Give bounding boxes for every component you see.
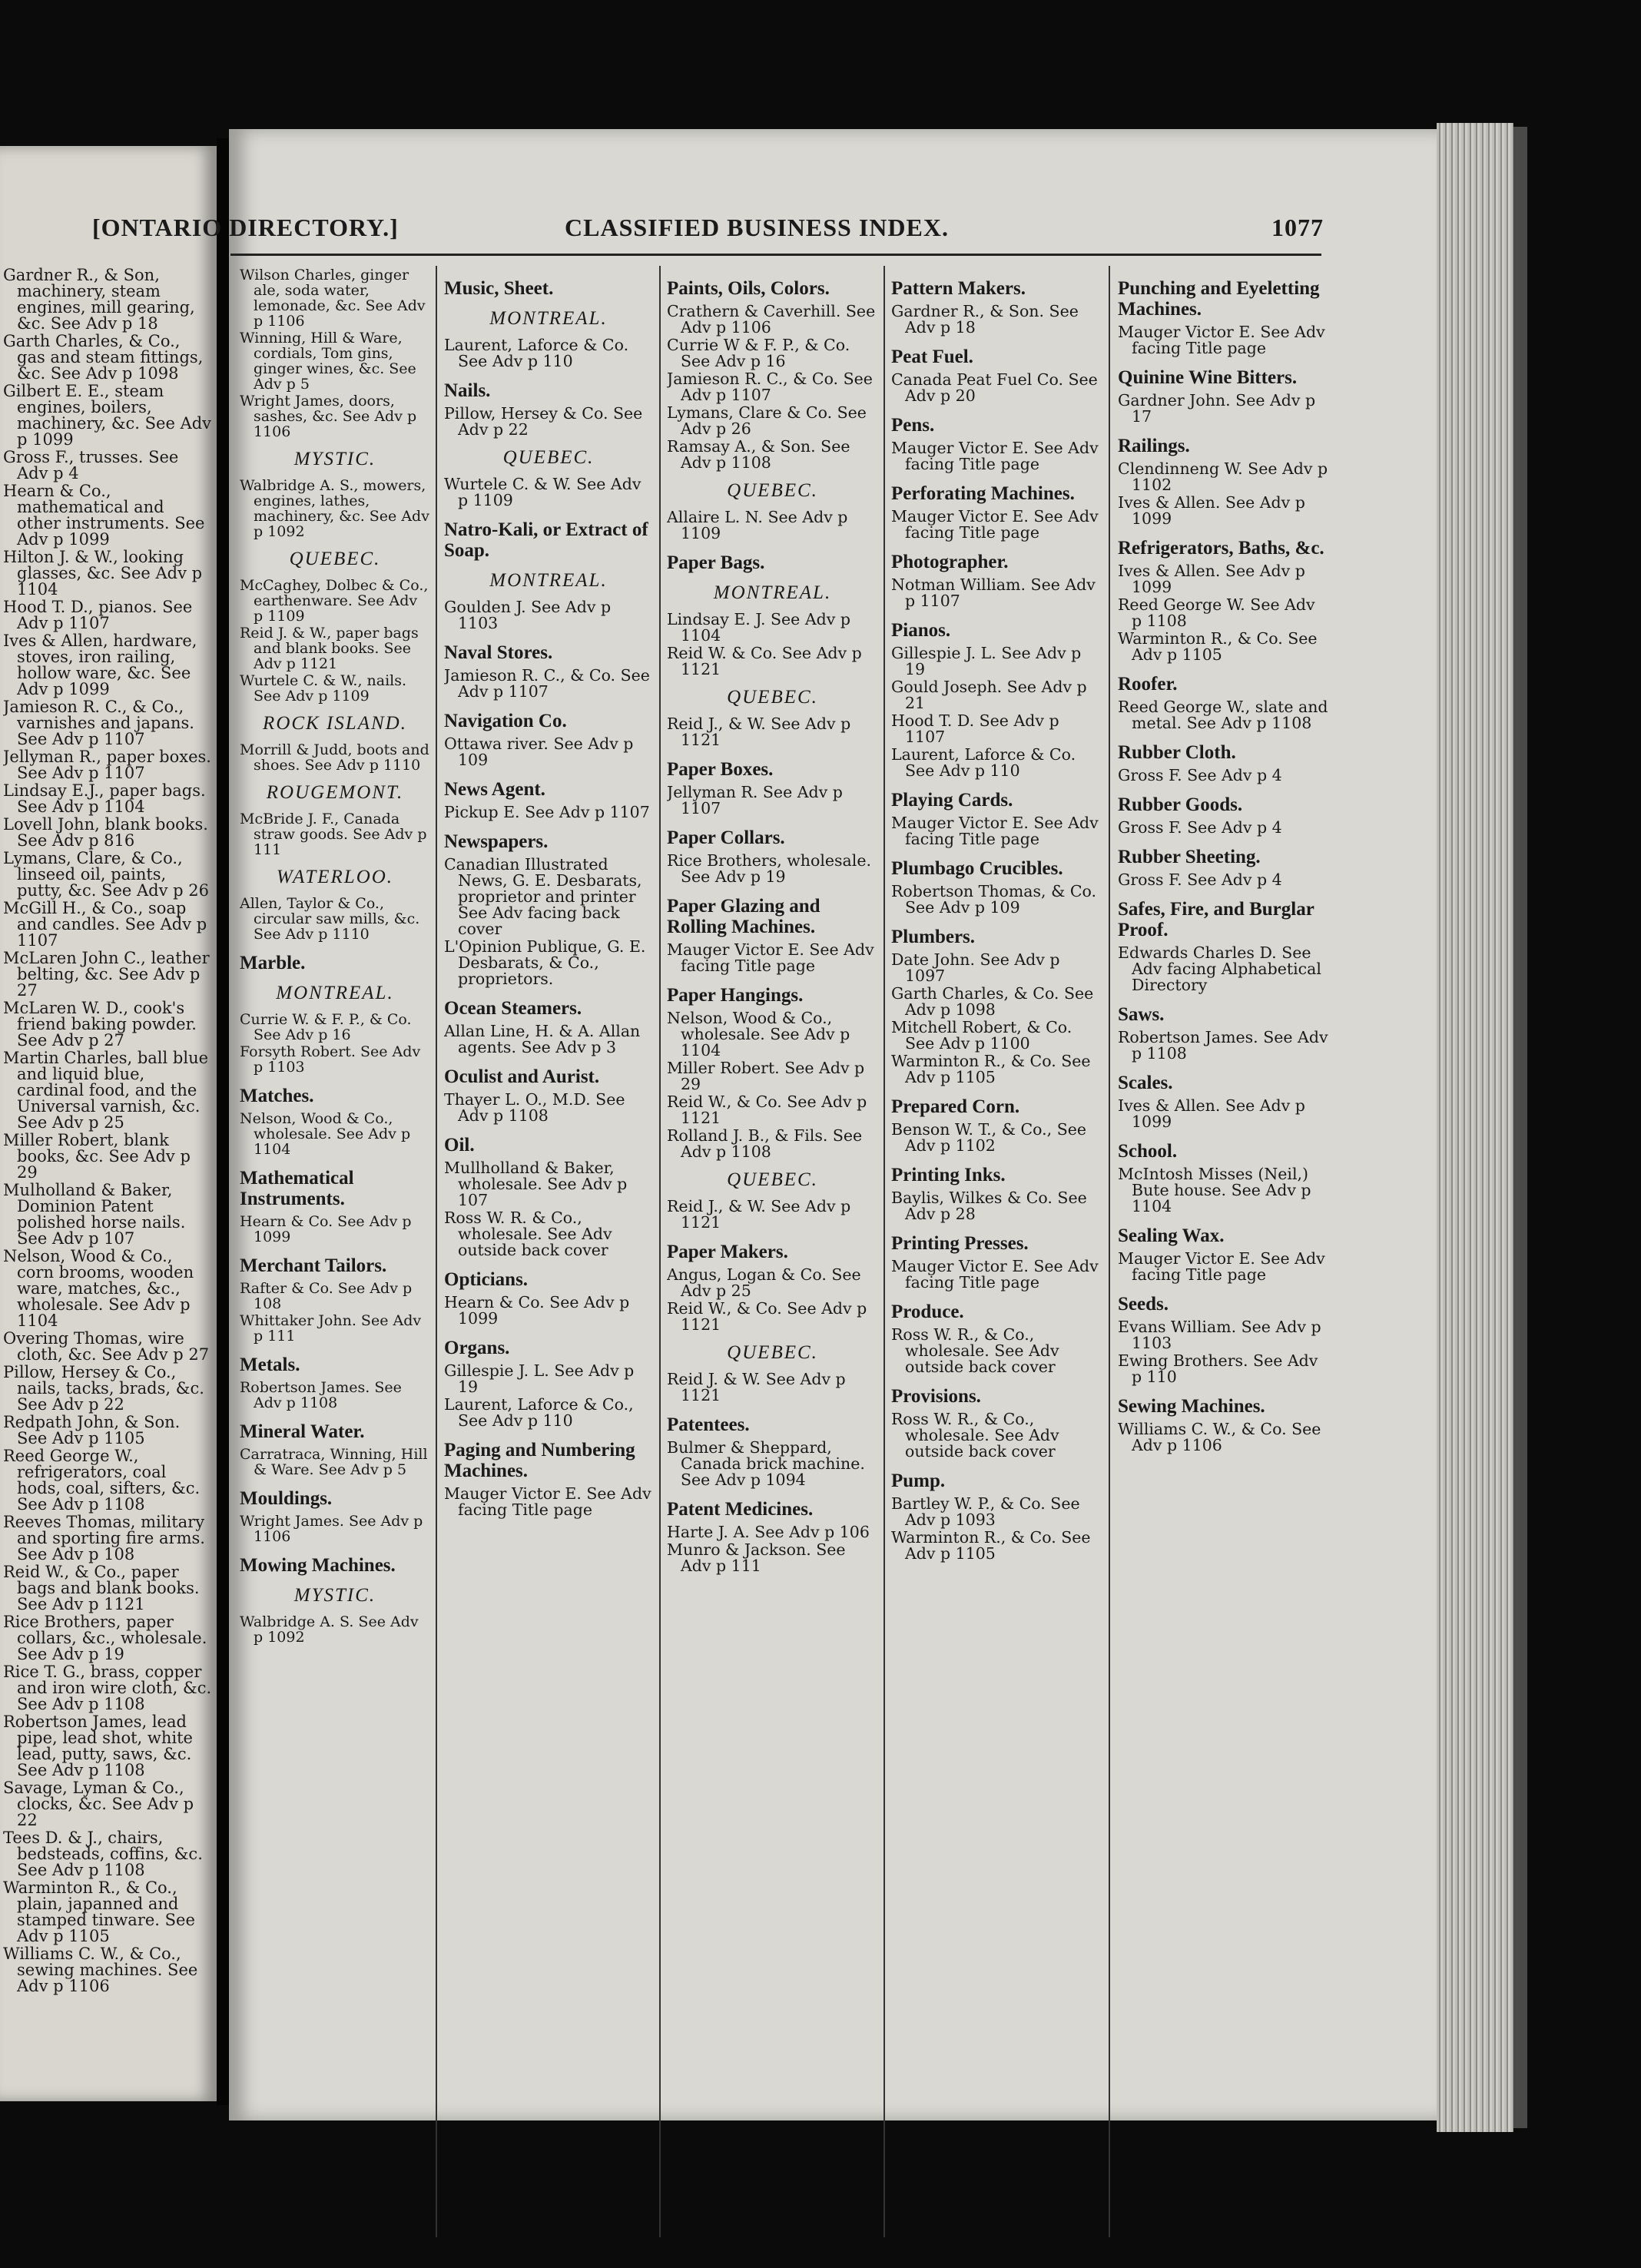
category-heading: Saws. (1118, 1004, 1165, 1025)
index-entry: Munro & Jackson. See Adv p 111 (667, 1540, 846, 1575)
index-entry: Hearn & Co. See Adv p 1099 (240, 1213, 412, 1245)
index-entry: Gillespie J. L. See Adv p 19 (891, 644, 1082, 678)
index-entry: Forsyth Robert. See Adv p 1103 (240, 1043, 421, 1076)
category-heading: News Agent. (444, 779, 545, 800)
index-entry: Lymans, Clare, & Co., linseed oil, paints, putty, &c. See Adv p 26 (3, 849, 209, 900)
category-heading: Music, Sheet. (444, 278, 554, 299)
index-entry: Rice Brothers, wholesale. See Adv p 19 (667, 851, 871, 886)
category-heading: Organs. (444, 1338, 510, 1358)
index-entry: Jamieson R. C., & Co., varnishes and japans. See Adv p 1107 (3, 698, 194, 748)
index-entry: Mauger Victor E. See Adv facing Title page (891, 439, 1099, 473)
city-subheading: WATERLOO. (276, 867, 394, 887)
category-heading: Paper Makers. (667, 1242, 788, 1262)
category-heading: Marble. (240, 953, 306, 973)
index-entry: Hearn & Co. See Adv p 1099 (444, 1293, 630, 1328)
index-entry: Ross W. R. & Co., wholesale. See Adv outside back cover (444, 1209, 612, 1259)
index-entry: Reid J., & W. See Adv p 1121 (667, 715, 851, 749)
city-subheading: ROUGEMONT. (266, 782, 404, 803)
category-heading: Rubber Goods. (1118, 794, 1243, 815)
index-entry: Rolland J. B., & Fils. See Adv p 1108 (667, 1126, 863, 1161)
index-entry: McCaghey, Dolbec & Co., earthenware. See Adv p 1109 (240, 577, 429, 625)
index-entry: Gross F. See Adv p 4 (1118, 818, 1282, 837)
index-entry: Clendinneng W. See Adv p 1102 (1118, 459, 1328, 494)
index-entry: Jamieson R. C., & Co. See Adv p 1107 (667, 370, 873, 404)
city-subheading: MONTREAL. (276, 983, 394, 1003)
index-entry: Gould Joseph. See Adv p 21 (891, 678, 1087, 712)
category-heading: Newspapers. (444, 831, 549, 852)
index-entry: Reid J. & W., paper bags and blank books. See Adv p 1121 (240, 625, 419, 672)
index-entry: Allan Line, H. & A. Allan agents. See Adv p 3 (444, 1022, 641, 1056)
index-entry: Reid J., & W. See Adv p 1121 (667, 1197, 851, 1232)
index-entry: Rice Brothers, paper collars, &c., wholesale. See Adv p 19 (3, 1613, 207, 1663)
category-heading: Peat Fuel. (891, 346, 973, 367)
category-heading: Metals. (240, 1354, 300, 1375)
category-heading: Punching and Eyeletting Machines. (1118, 278, 1320, 320)
index-entry: Gardner R., & Son, machinery, steam engines, mill gearing, &c. See Adv p 18 (3, 267, 195, 333)
category-heading: Pens. (891, 415, 935, 436)
category-heading: Perforating Machines. (891, 483, 1075, 504)
index-entry: Thayer L. O., M.D. See Adv p 1108 (444, 1090, 625, 1125)
category-heading: Merchant Tailors. (240, 1255, 387, 1276)
index-entry: Mauger Victor E. See Adv facing Title page (444, 1484, 651, 1519)
index-entry: Pillow, Hersey & Co. See Adv p 22 (444, 404, 643, 439)
index-entry: Currie W & F. P., & Co. See Adv p 16 (667, 336, 850, 370)
category-heading: Sealing Wax. (1118, 1225, 1225, 1246)
category-heading: Mineral Water. (240, 1421, 365, 1442)
index-entry: Pillow, Hersey & Co., nails, tacks, brads, &c. See Adv p 22 (3, 1363, 204, 1414)
index-entry: Evans William. See Adv p 1103 (1118, 1318, 1321, 1352)
index-column-6 (1118, 267, 1329, 2241)
city-subheading: MYSTIC. (293, 1585, 376, 1606)
index-entry: Martin Charles, ball blue and liquid blue, cardinal food, and the Universal varnish, &c. See Adv p 25 (3, 1049, 209, 1132)
category-heading: Oculist and Aurist. (444, 1066, 600, 1087)
index-entry: McBride J. F., Canada straw goods. See Adv p 111 (240, 811, 427, 858)
category-heading: Paper Glazing and Rolling Machines. (667, 896, 820, 937)
index-entry: Angus, Logan & Co. See Adv p 25 (667, 1265, 861, 1300)
category-heading: Pump. (891, 1471, 946, 1491)
header-rule (230, 254, 1321, 256)
index-entry: Hilton J. & W., looking glasses, &c. See Adv p 1104 (3, 548, 203, 598)
index-entry: McLaren W. D., cook's friend baking powder. See Adv p 27 (3, 999, 197, 1049)
category-heading: Patentees. (667, 1414, 750, 1435)
index-entry: Rice T. G., brass, copper and iron wire cloth, &c. See Adv p 1108 (3, 1663, 212, 1713)
city-subheading: QUEBEC. (727, 480, 818, 501)
index-entry: Whittaker John. See Adv p 111 (240, 1312, 422, 1345)
city-subheading: ROCK ISLAND. (263, 713, 407, 734)
page-title: CLASSIFIED BUSINESS INDEX. (565, 214, 949, 241)
index-entry: Canadian Illustrated News, G. E. Desbarats, proprietor and printer See Adv facing back cover (444, 855, 642, 938)
index-entry: Mauger Victor E. See Adv facing Title page (891, 814, 1099, 848)
index-entry: Ross W. R., & Co., wholesale. See Adv outside back cover (891, 1325, 1059, 1376)
index-entry: Tees D. & J., chairs, bedsteads, coffins, &c. See Adv p 1108 (3, 1829, 203, 1879)
index-entry: Reed George W. See Adv p 1108 (1118, 595, 1315, 630)
index-column-3 (444, 267, 653, 2241)
index-entry: Redpath John, & Son. See Adv p 1105 (3, 1413, 181, 1447)
category-heading: Mathematical Instruments. (240, 1168, 354, 1209)
index-entry: Mauger Victor E. See Adv facing Title page (667, 940, 874, 975)
category-heading: Paper Bags. (667, 552, 765, 573)
index-entry: Mulholland & Baker, Dominion Patent polished horse nails. See Adv p 107 (3, 1181, 186, 1248)
index-entry: Morrill & Judd, boots and shoes. See Adv p 1110 (240, 741, 429, 774)
category-heading: Paper Collars. (667, 827, 785, 848)
index-entry: Hearn & Co., mathematical and other instruments. See Adv p 1099 (3, 482, 205, 549)
index-entry: Gross F. See Adv p 4 (1118, 766, 1282, 784)
category-heading: Mowing Machines. (240, 1555, 396, 1576)
index-entry: Lindsay E. J. See Adv p 1104 (667, 610, 850, 645)
index-entry: Walbridge A. S., mowers, engines, lathes, machinery, &c. See Adv p 1092 (240, 477, 429, 540)
index-entry: Warminton R., & Co. See Adv p 1105 (1118, 629, 1318, 664)
index-entry: Warminton R., & Co. See Adv p 1105 (891, 1052, 1091, 1086)
page-number: 1077 (1271, 214, 1324, 241)
index-entry: Ives & Allen. See Adv p 1099 (1118, 562, 1305, 596)
index-entry: Jellyman R. See Adv p 1107 (667, 783, 843, 817)
index-entry: Gardner R., & Son. See Adv p 18 (891, 302, 1079, 337)
index-entry: Lovell John, blank books. See Adv p 816 (3, 815, 208, 850)
book-gutter (217, 138, 229, 2105)
city-subheading: QUEBEC. (727, 1169, 818, 1190)
index-entry: Reed George W., refrigerators, coal hods, coal, sifters, &c. See Adv p 1108 (3, 1447, 201, 1514)
category-heading: Navigation Co. (444, 711, 567, 731)
index-entry: Gardner John. See Adv p 17 (1118, 391, 1316, 426)
index-entry: Miller Robert. See Adv p 29 (667, 1059, 865, 1093)
book-cover-edge (1513, 127, 1527, 2128)
category-heading: Rubber Cloth. (1118, 742, 1236, 763)
category-heading: Paints, Oils, Colors. (667, 278, 830, 299)
category-heading: Natro-Kali, or Extract of Soap. (444, 519, 648, 561)
index-column-4 (667, 267, 878, 2241)
category-heading: Patent Medicines. (667, 1499, 814, 1520)
index-entry: Hood T. D., pianos. See Adv p 1107 (3, 598, 193, 632)
city-subheading: QUEBEC. (727, 1342, 818, 1363)
index-entry: Robertson James, lead pipe, lead shot, white lead, putty, saws, &c. See Adv p 1108 (3, 1713, 193, 1779)
category-heading: Quinine Wine Bitters. (1118, 367, 1298, 388)
index-entry: Reid W., & Co. See Adv p 1121 (667, 1299, 867, 1334)
category-heading: Matches. (240, 1086, 314, 1106)
index-entry: Jellyman R., paper boxes. See Adv p 1107 (3, 748, 211, 782)
index-entry: Wurtele C. & W., nails. See Adv p 1109 (240, 672, 407, 705)
index-entry: Mauger Victor E. See Adv facing Title page (891, 507, 1099, 542)
index-entry: Hood T. D. See Adv p 1107 (891, 711, 1059, 746)
category-heading: Railings. (1118, 436, 1190, 456)
index-entry: Ramsay A., & Son. See Adv p 1108 (667, 437, 850, 472)
index-entry: Benson W. T., & Co., See Adv p 1102 (891, 1120, 1086, 1155)
category-heading: Paper Boxes. (667, 759, 774, 780)
category-heading: School. (1118, 1141, 1178, 1162)
city-subheading: MONTREAL. (713, 582, 832, 603)
index-entry: Notman William. See Adv p 1107 (891, 575, 1096, 610)
category-heading: Opticians. (444, 1269, 529, 1290)
index-entry: Gross F. See Adv p 4 (1118, 870, 1282, 889)
index-entry: Allen, Taylor & Co., circular saw mills, &c. See Adv p 1110 (240, 895, 420, 943)
index-entry: Ewing Brothers. See Adv p 110 (1118, 1351, 1318, 1386)
index-entry: Reed George W., slate and metal. See Adv p 1108 (1118, 698, 1328, 732)
index-entry: Garth Charles, & Co., gas and steam fittings, &c. See Adv p 1098 (3, 332, 204, 383)
category-heading: Rubber Sheeting. (1118, 847, 1261, 867)
column-rule (883, 266, 885, 2237)
page-edges (1437, 123, 1513, 2132)
index-entry: Robertson James. See Adv p 1108 (240, 1379, 402, 1411)
index-entry: Warminton R., & Co., plain, japanned and stamped tinware. See Adv p 1105 (3, 1878, 195, 1945)
index-entry: Nelson, Wood & Co., corn brooms, wooden ware, matches, &c., wholesale. See Adv p 1104 (3, 1247, 194, 1330)
index-entry: Pickup E. See Adv p 1107 (444, 803, 650, 821)
index-entry: Lindsay E.J., paper bags. See Adv p 1104 (3, 781, 206, 816)
index-entry: McLaren John C., leather belting, &c. See Adv p 27 (3, 949, 210, 1000)
index-entry: Robertson Thomas, & Co. See Adv p 109 (891, 882, 1097, 917)
index-entry: Laurent, Laforce & Co. See Adv p 110 (444, 336, 629, 370)
index-entry: Lymans, Clare & Co. See Adv p 26 (667, 403, 867, 438)
category-heading: Pattern Makers. (891, 278, 1026, 299)
index-entry: Goulden J. See Adv p 1103 (444, 598, 612, 632)
index-entry: Overing Thomas, wire cloth, &c. See Adv p 27 (3, 1329, 210, 1364)
index-entry: Gross F., trusses. See Adv p 4 (3, 448, 179, 482)
index-entry: Mauger Victor E. See Adv facing Title page (1118, 1249, 1325, 1284)
index-entry: Ottawa river. See Adv p 109 (444, 734, 634, 769)
category-heading: Paper Hangings. (667, 985, 804, 1006)
index-entry: Warminton R., & Co. See Adv p 1105 (891, 1528, 1091, 1563)
index-entry: Robertson James. See Adv p 1108 (1118, 1028, 1328, 1063)
index-entry: Gillespie J. L. See Adv p 19 (444, 1361, 635, 1396)
index-entry: Carratraca, Winning, Hill & Ware. See Adv p 5 (240, 1446, 428, 1478)
index-entry: Nelson, Wood & Co., wholesale. See Adv p 1104 (667, 1009, 850, 1059)
category-heading: Provisions. (891, 1386, 981, 1407)
category-heading: Safes, Fire, and Burglar Proof. (1118, 899, 1314, 940)
index-entry: Bulmer & Sheppard, Canada brick machine. See Adv p 1094 (667, 1438, 865, 1489)
column-rule (659, 266, 661, 2237)
index-entry: Canada Peat Fuel Co. See Adv p 20 (891, 370, 1098, 405)
category-heading: Roofer. (1118, 674, 1178, 695)
index-entry: Mauger Victor E. See Adv facing Title page (1118, 323, 1325, 357)
city-subheading: MONTREAL. (489, 570, 608, 591)
index-column-2 (240, 267, 430, 2241)
index-entry: Edwards Charles D. See Adv facing Alphabetical Directory (1118, 943, 1321, 994)
index-entry: Winning, Hill & Ware, cordials, Tom gins, ginger wines, &c. See Adv p 5 (240, 330, 416, 393)
index-entry: Reid W., & Co. See Adv p 1121 (667, 1093, 867, 1127)
category-heading: Photographer. (891, 552, 1009, 572)
index-entry: Reid W., & Co., paper bags and blank books. See Adv p 1121 (3, 1563, 200, 1613)
index-entry: Reeves Thomas, military and sporting fire arms. See Adv p 108 (3, 1513, 205, 1563)
index-entry: Gilbert E. E., steam engines, boilers, machinery, &c. See Adv p 1099 (3, 382, 212, 449)
category-heading: Playing Cards. (891, 790, 1013, 811)
index-column-5 (891, 267, 1102, 2241)
left-running-head: [ONTARIO DIRECTORY.] (92, 214, 399, 241)
index-entry: Currie W. & F. P., & Co. See Adv p 16 (240, 1011, 412, 1043)
index-entry: McGill H., & Co., soap and candles. See Adv p 1107 (3, 899, 207, 950)
city-subheading: QUEBEC. (289, 549, 381, 569)
category-heading: Pianos. (891, 620, 951, 641)
index-entry: Wurtele C. & W. See Adv p 1109 (444, 475, 641, 509)
index-entry: Miller Robert, blank books, &c. See Adv p 29 (3, 1131, 191, 1182)
index-entry: Baylis, Wilkes & Co. See Adv p 28 (891, 1189, 1087, 1223)
index-entry: Mauger Victor E. See Adv facing Title page (891, 1257, 1099, 1292)
category-heading: Sewing Machines. (1118, 1396, 1265, 1417)
index-entry: Harte J. A. See Adv p 106 (667, 1523, 870, 1541)
index-entry: Bartley W. P., & Co. See Adv p 1093 (891, 1494, 1080, 1529)
index-entry: Allaire L. N. See Adv p 1109 (667, 508, 848, 542)
index-entry: Wilson Charles, ginger ale, soda water, lemonade, &c. See Adv p 1106 (240, 267, 426, 330)
index-entry: Williams C. W., & Co. See Adv p 1106 (1118, 1420, 1321, 1454)
index-column-1 (3, 267, 212, 2241)
index-entry: Williams C. W., & Co., sewing machines. See Adv p 1106 (3, 1945, 198, 1995)
index-entry: Ives & Allen, hardware, stoves, iron railing, hollow ware, &c. See Adv p 1099 (3, 632, 197, 698)
index-entry: Ives & Allen. See Adv p 1099 (1118, 493, 1305, 528)
index-entry: Wright James, doors, sashes, &c. See Adv p 1106 (240, 393, 417, 440)
index-entry: Laurent, Laforce & Co., See Adv p 110 (444, 1395, 634, 1430)
index-entry: McIntosh Misses (Neil,) Bute house. See Adv p 1104 (1118, 1165, 1311, 1215)
category-heading: Naval Stores. (444, 642, 553, 663)
category-heading: Ocean Steamers. (444, 998, 582, 1019)
index-entry: Savage, Lyman & Co., clocks, &c. See Adv p 22 (3, 1779, 194, 1829)
index-entry: Mitchell Robert, & Co. See Adv p 1100 (891, 1018, 1072, 1053)
index-entry: Nelson, Wood & Co., wholesale. See Adv p 1104 (240, 1110, 411, 1158)
category-heading: Nails. (444, 380, 491, 401)
column-rule (1109, 266, 1110, 2237)
index-entry: Reid J. & W. See Adv p 1121 (667, 1370, 846, 1404)
index-entry: Jamieson R. C., & Co. See Adv p 1107 (444, 666, 650, 701)
index-entry: Crathern & Caverhill. See Adv p 1106 (667, 302, 876, 337)
city-subheading: MYSTIC. (293, 449, 376, 469)
category-heading: Prepared Corn. (891, 1096, 1020, 1117)
city-subheading: QUEBEC. (727, 687, 818, 708)
index-entry: Wright James. See Adv p 1106 (240, 1513, 423, 1545)
category-heading: Scales. (1118, 1073, 1173, 1093)
index-entry: L'Opinion Publique, G. E. Desbarats, & Co., proprietors. (444, 937, 646, 988)
category-heading: Seeds. (1118, 1294, 1169, 1315)
city-subheading: MONTREAL. (489, 308, 608, 329)
index-entry: Reid W. & Co. See Adv p 1121 (667, 644, 862, 678)
category-heading: Plumbers. (891, 927, 976, 947)
index-entry: Laurent, Laforce & Co. See Adv p 110 (891, 745, 1076, 780)
index-entry: Mullholland & Baker, wholesale. See Adv p 107 (444, 1159, 628, 1209)
category-heading: Oil. (444, 1135, 475, 1156)
index-entry: Rafter & Co. See Adv p 108 (240, 1280, 413, 1312)
index-entry: Garth Charles, & Co. See Adv p 1098 (891, 984, 1094, 1019)
column-rule (436, 266, 437, 2237)
category-heading: Printing Presses. (891, 1233, 1029, 1254)
category-heading: Printing Inks. (891, 1165, 1006, 1185)
city-subheading: QUEBEC. (502, 447, 595, 468)
category-heading: Paging and Numbering Machines. (444, 1440, 635, 1481)
category-heading: Plumbago Crucibles. (891, 858, 1063, 879)
category-heading: Produce. (891, 1301, 964, 1322)
category-heading: Mouldings. (240, 1488, 333, 1509)
index-entry: Ross W. R., & Co., wholesale. See Adv outside back cover (891, 1410, 1059, 1461)
category-heading: Refrigerators, Baths, &c. (1118, 538, 1324, 559)
index-entry: Date John. See Adv p 1097 (891, 950, 1060, 985)
index-entry: Ives & Allen. See Adv p 1099 (1118, 1096, 1305, 1131)
index-entry: Walbridge A. S. See Adv p 1092 (240, 1613, 419, 1646)
